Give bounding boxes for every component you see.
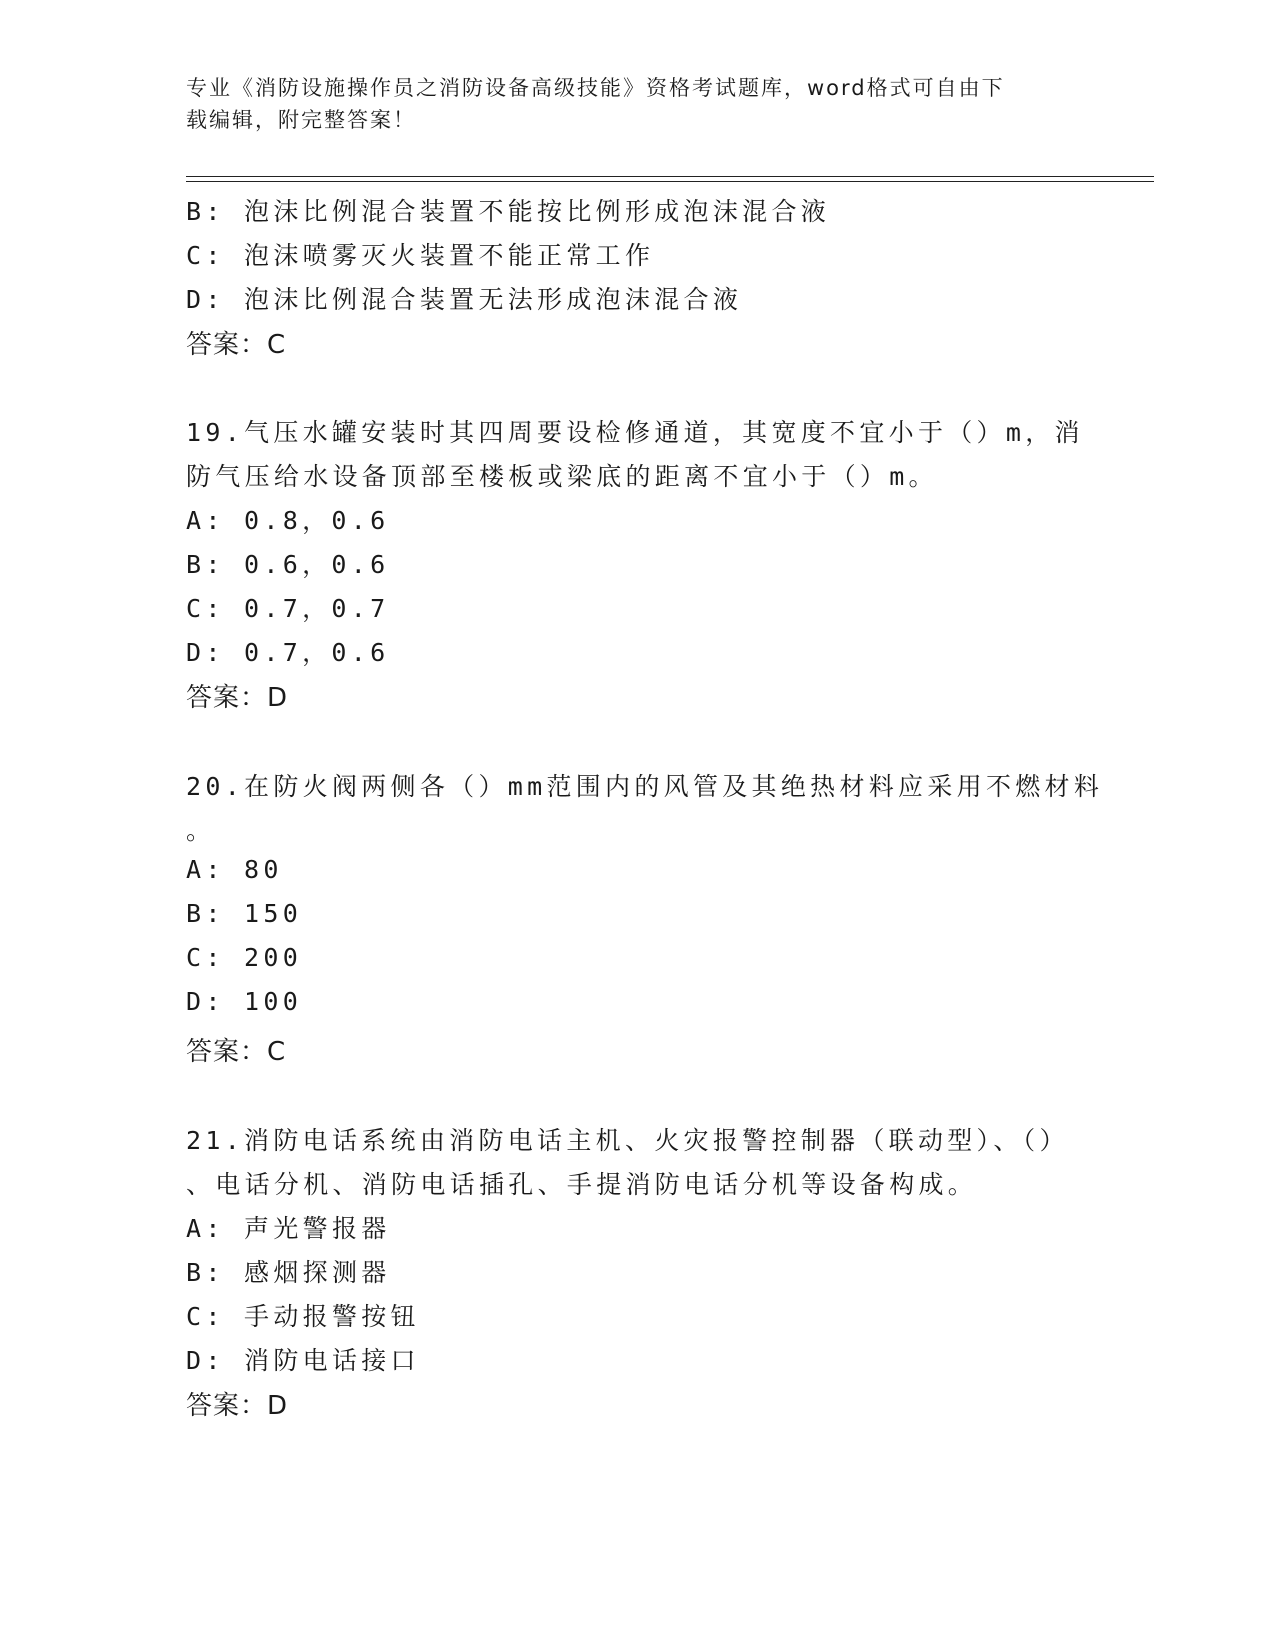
q21-option-a: A: 声光警报器 xyxy=(186,1214,391,1243)
document-header xyxy=(186,72,1066,136)
header-line-1: 专业《消防设施操作员之消防设备高级技能》资格考试题库，word格式可自由下 xyxy=(186,76,1005,100)
q21-option-c: C: 手动报警按钮 xyxy=(186,1302,420,1331)
q20-stem-line-1: 20.在防火阀两侧各（）mm范围内的风管及其绝热材料应采用不燃材料 xyxy=(186,772,1104,801)
header-divider-top xyxy=(186,176,1154,177)
q18-option-d: D: 泡沫比例混合装置无法形成泡沫混合液 xyxy=(186,285,743,314)
q19-answer: 答案：D xyxy=(186,683,289,713)
q20-option-d: D: 100 xyxy=(186,987,303,1016)
q21-stem-line-1: 21.消防电话系统由消防电话主机、火灾报警控制器（联动型）、（） xyxy=(186,1126,1069,1155)
q19-option-d: D: 0.7，0.6 xyxy=(186,638,390,667)
q18-answer: 答案：C xyxy=(186,330,287,360)
header-line-2: 载编辑，附完整答案！ xyxy=(186,108,416,132)
q20-option-b: B: 150 xyxy=(186,899,303,928)
q20-option-a: A: 80 xyxy=(186,855,283,884)
q21-option-d: D: 消防电话接口 xyxy=(186,1346,420,1375)
q20-answer: 答案：C xyxy=(186,1037,287,1067)
q21-option-b: B: 感烟探测器 xyxy=(186,1258,391,1287)
q19-option-b: B: 0.6，0.6 xyxy=(186,550,390,579)
q19-option-c: C: 0.7，0.7 xyxy=(186,594,390,623)
q19-stem-line-2: 防气压给水设备顶部至楼板或梁底的距离不宜小于（）m。 xyxy=(186,462,938,491)
q19-stem-line-1: 19.气压水罐安装时其四周要设检修通道，其宽度不宜小于（）m，消 xyxy=(186,418,1084,447)
q19-option-a: A: 0.8，0.6 xyxy=(186,506,390,535)
q21-answer: 答案：D xyxy=(186,1391,289,1421)
q21-stem-line-2: 、电话分机、消防电话插孔、手提消防电话分机等设备构成。 xyxy=(186,1170,978,1199)
q20-stem-line-2: 。 xyxy=(186,816,216,845)
q18-option-b: B: 泡沫比例混合装置不能按比例形成泡沫混合液 xyxy=(186,197,831,226)
header-divider-bottom xyxy=(186,181,1154,182)
q20-option-c: C: 200 xyxy=(186,943,303,972)
q18-option-c: C: 泡沫喷雾灭火装置不能正常工作 xyxy=(186,241,655,270)
